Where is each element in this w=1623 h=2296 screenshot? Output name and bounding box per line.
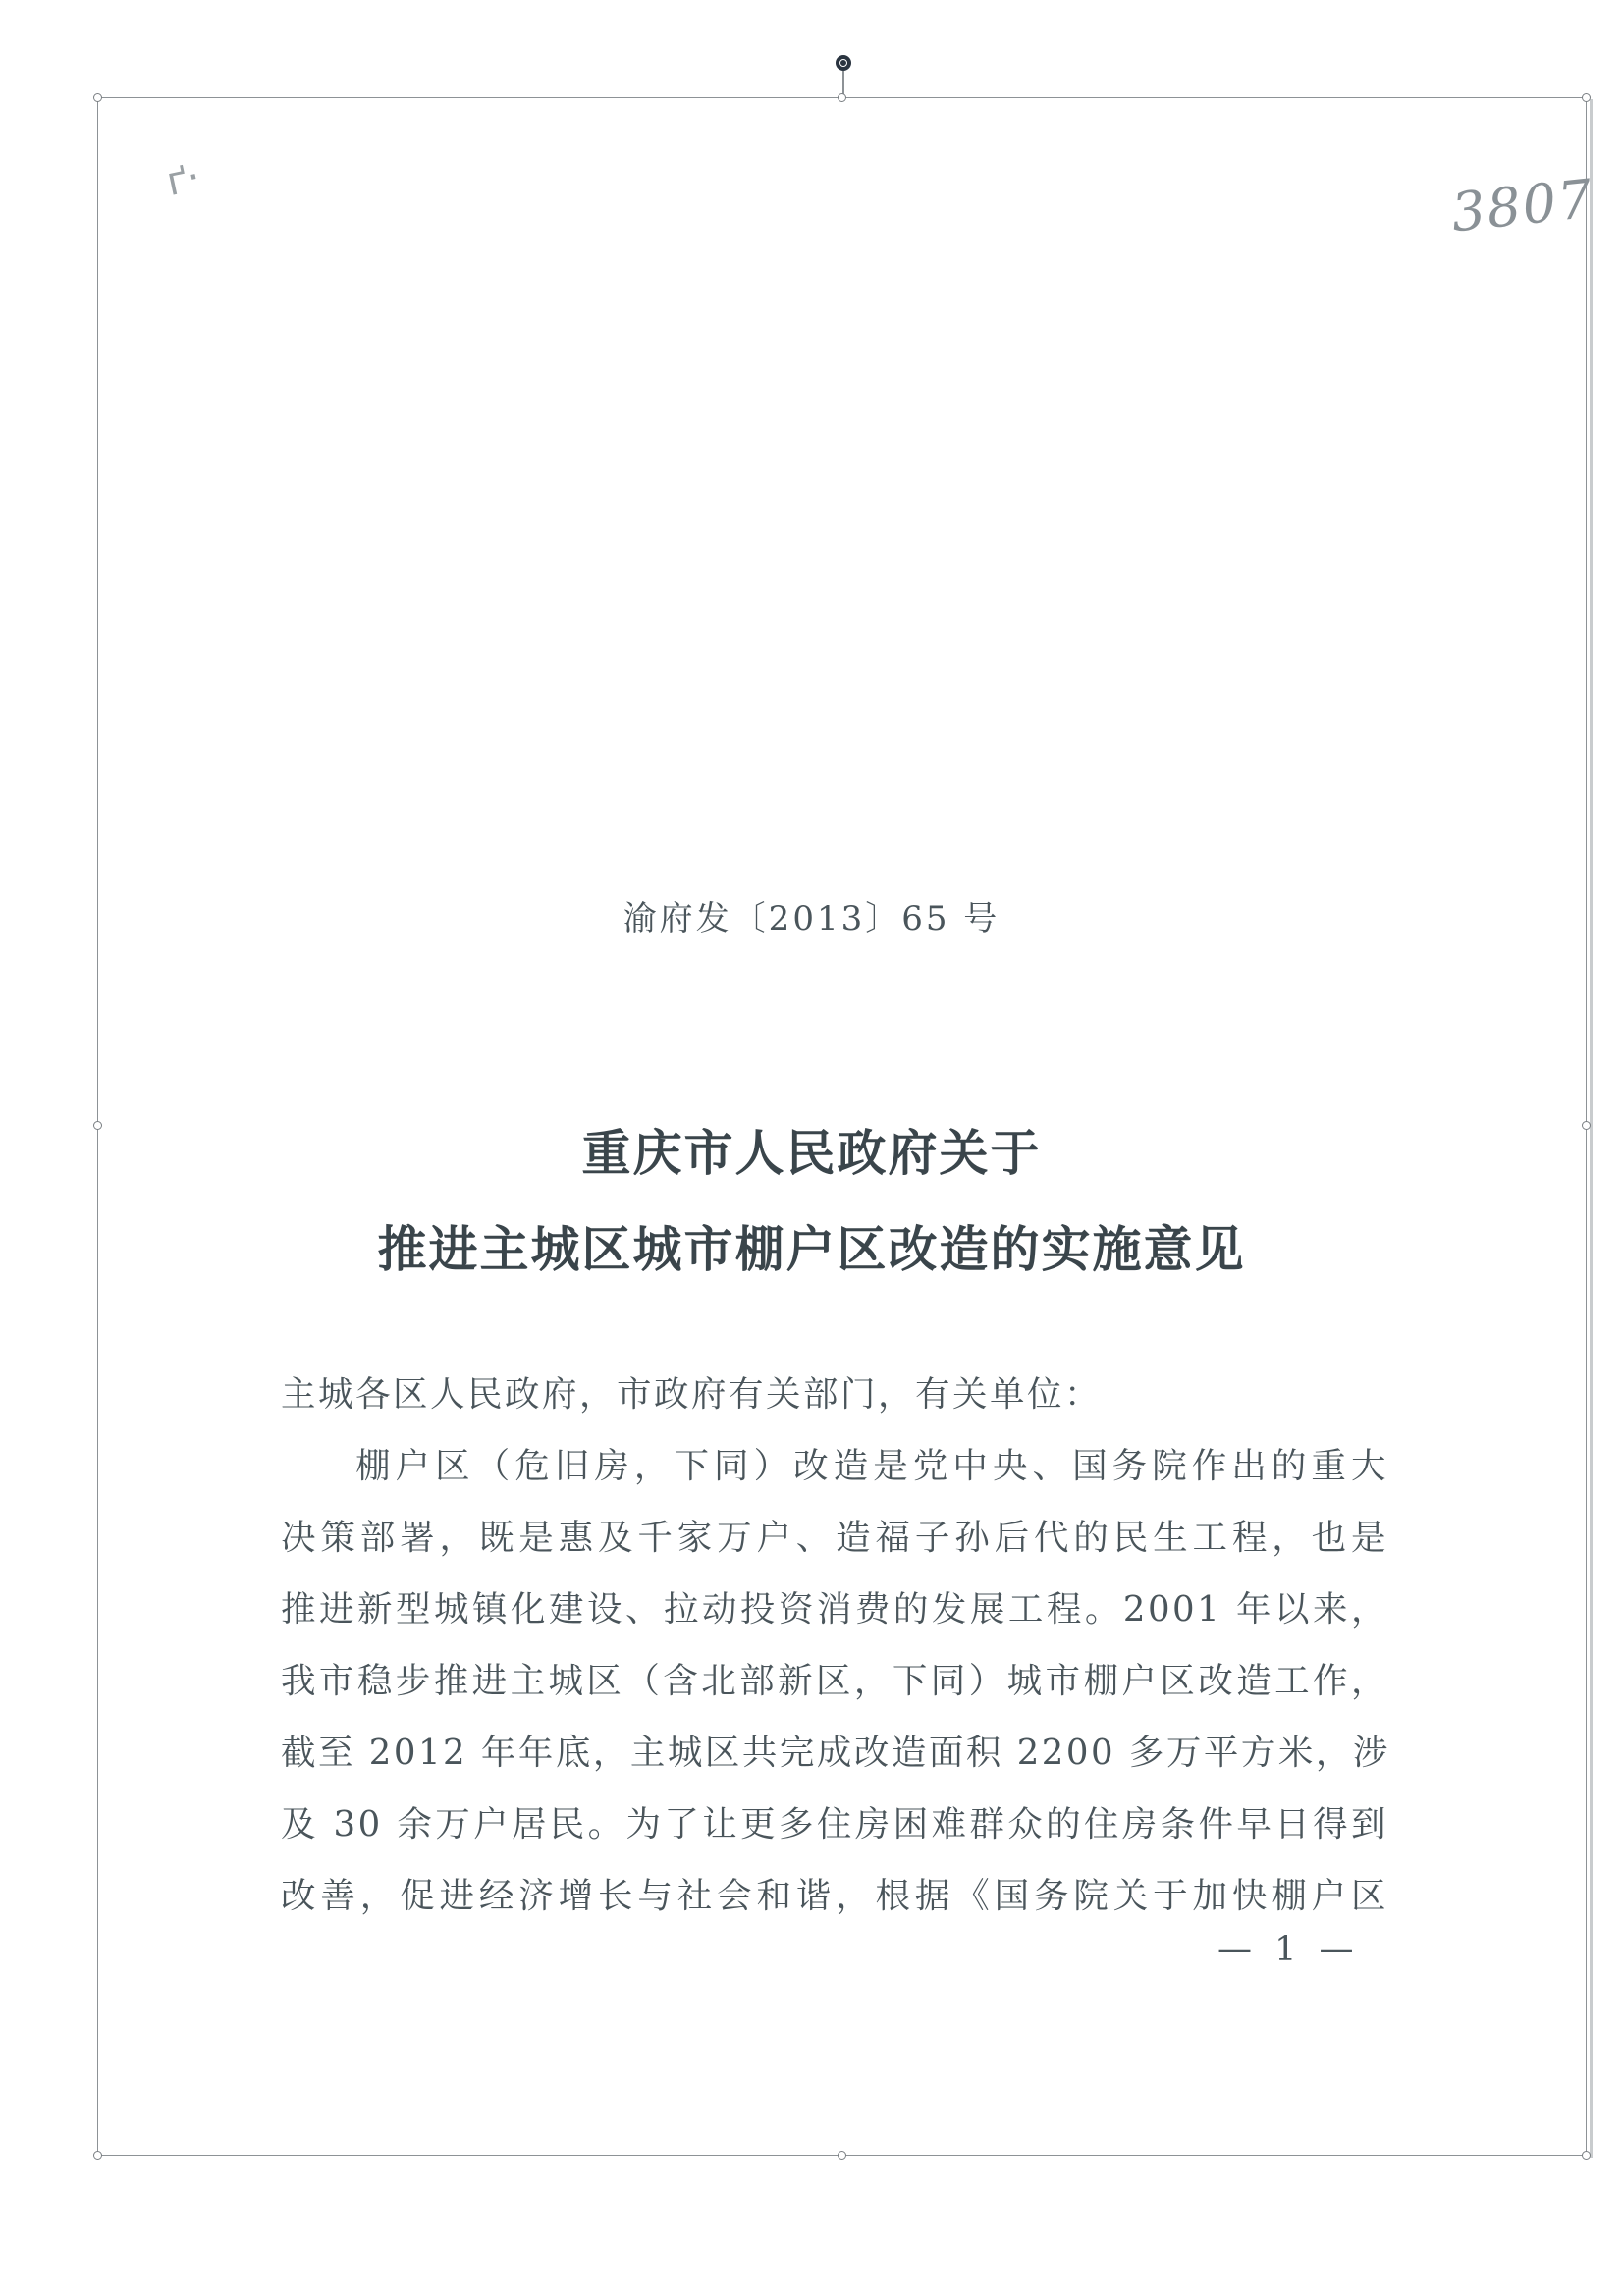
body-line: 截至 2012 年年底，主城区共完成改造面积 2200 多万平方米，涉 [281, 1733, 1390, 1773]
document-title-line-2: 推进主城区城市棚户区改造的实施意见 [377, 1221, 1246, 1278]
document-number: 渝府发〔2013〕65 号 [622, 899, 1001, 938]
rotate-handle-icon[interactable] [836, 55, 851, 71]
document-title-line-1: 重庆市人民政府关于 [581, 1125, 1042, 1182]
body-line: 决策部署，既是惠及千家万户、造福子孙后代的民生工程，也是 [281, 1518, 1388, 1558]
resize-handle-top-center[interactable] [838, 93, 846, 102]
body-line: 推进新型城镇化建设、拉动投资消费的发展工程。2001 年以来， [281, 1589, 1388, 1629]
resize-handle-top-right[interactable] [1582, 93, 1591, 102]
handwritten-page-reference: 3807 [1448, 167, 1597, 244]
body-line: 改善，促进经济增长与社会和谐，根据《国务院关于加快棚户区 [281, 1876, 1388, 1916]
resize-handle-top-left[interactable] [93, 93, 102, 102]
body-line: 我市稳步推进主城区（含北部新区，下同）城市棚户区改造工作， [281, 1661, 1388, 1701]
body-line: 棚户区（危旧房，下同）改造是党中央、国务院作出的重大 [355, 1446, 1388, 1486]
handwritten-mark: ґ· [162, 153, 205, 206]
salutation: 主城各区人民政府，市政府有关部门，有关单位： [281, 1374, 1103, 1415]
document-body [281, 1359, 1388, 1932]
page-number: — 1 — [1217, 1930, 1360, 1969]
resize-handle-bottom-center[interactable] [838, 2151, 846, 2160]
resize-handle-bottom-right[interactable] [1582, 2151, 1591, 2160]
body-line: 及 30 余万户居民。为了让更多住房困难群众的住房条件早日得到 [281, 1804, 1388, 1844]
resize-handle-bottom-left[interactable] [93, 2151, 102, 2160]
